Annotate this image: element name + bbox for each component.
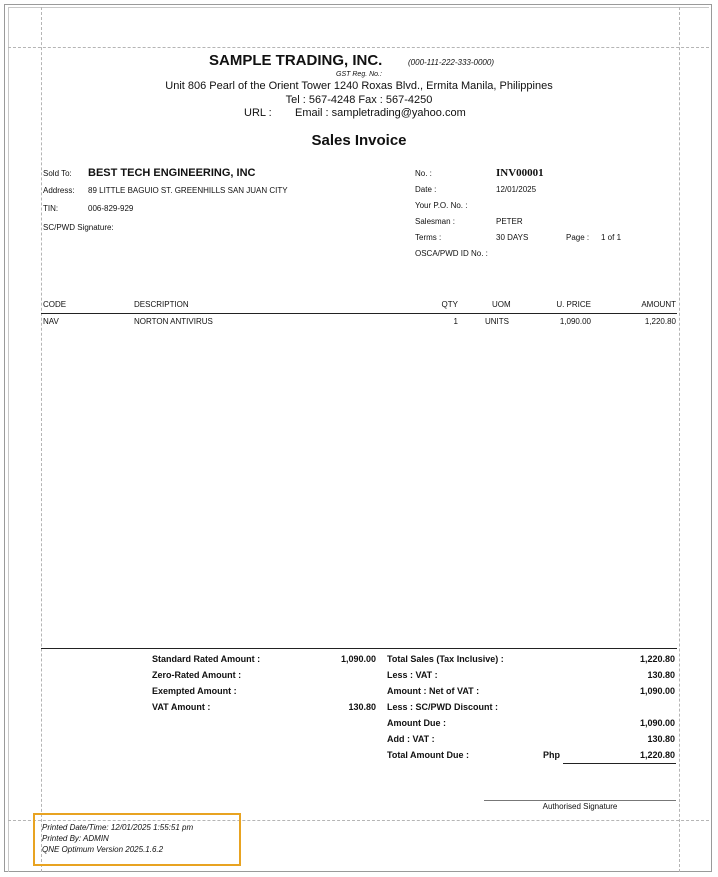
company-email: Email : sampletrading@yahoo.com (295, 107, 466, 119)
amount-due-label: Amount Due : (387, 718, 446, 728)
col-header-qty: QTY (441, 300, 458, 309)
less-vat-label: Less : VAT : (387, 670, 438, 680)
po-no-label: Your P.O. No. : (415, 201, 468, 210)
invoice-no-label: No. : (415, 169, 432, 178)
date-label: Date : (415, 185, 437, 194)
amount-due-value: 1,090.00 (639, 718, 675, 728)
company-address: Unit 806 Pearl of the Orient Tower 1240 Roxas Blvd., Ermita Manila, Philippines (165, 80, 553, 92)
table-header-rule (41, 313, 677, 314)
terms-label: Terms : (415, 233, 442, 242)
exempted-label: Exempted Amount : (152, 686, 237, 696)
page-label: Page : (566, 233, 590, 242)
row-description: NORTON ANTIVIRUS (134, 317, 213, 326)
row-unit-price: 1,090.00 (559, 317, 591, 326)
col-header-code: CODE (43, 300, 67, 309)
col-header-amount: AMOUNT (641, 300, 676, 309)
company-tin: (000-111-222-333-0000) (408, 58, 494, 67)
net-of-vat-label: Amount : Net of VAT : (387, 686, 480, 696)
tin-label: TIN: (43, 204, 59, 213)
total-amount-due-value: 1,220.80 (639, 750, 675, 760)
customer-address: 89 LITTLE BAGUIO ST. GREENHILLS SAN JUAN CITY (88, 186, 288, 195)
total-sales-value: 1,220.80 (639, 654, 675, 664)
add-vat-value: 130.80 (647, 734, 675, 744)
totals-rule (41, 648, 677, 649)
document-title: Sales Invoice (311, 132, 407, 149)
invoice-date: 12/01/2025 (496, 185, 537, 194)
total-amount-due-label: Total Amount Due : (387, 750, 469, 760)
sold-to-name: BEST TECH ENGINEERING, INC (88, 167, 256, 179)
total-sales-label: Total Sales (Tax Inclusive) : (387, 654, 504, 664)
salesman-value: PETER (496, 217, 523, 226)
col-header-description: DESCRIPTION (134, 300, 189, 309)
terms-value: 30 DAYS (496, 233, 529, 242)
standard-rated-value: 1,090.00 (340, 654, 376, 664)
printed-by: Printed By: ADMIN (42, 834, 109, 843)
printed-datetime: Printed Date/Time: 12/01/2025 1:55:51 pm (42, 823, 194, 832)
page-value: 1 of 1 (601, 233, 622, 242)
sc-pwd-signature-label: SC/PWD Signature: (43, 223, 114, 232)
software-version: QNE Optimum Version 2025.1.6.2 (42, 845, 164, 854)
margin-guide-right (679, 7, 680, 872)
net-of-vat-value: 1,090.00 (639, 686, 675, 696)
authorised-signature-label: Authorised Signature (542, 802, 618, 811)
url-label: URL : (244, 107, 272, 119)
total-underline (563, 763, 676, 764)
address-label: Address: (43, 186, 75, 195)
vat-amount-label: VAT Amount : (152, 702, 211, 712)
signature-line (484, 800, 676, 801)
gst-reg-label: GST Reg. No.: (336, 71, 382, 78)
currency-label: Php (543, 750, 560, 760)
invoice-no: INV00001 (496, 167, 544, 179)
zero-rated-label: Zero-Rated Amount : (152, 670, 242, 680)
osca-pwd-label: OSCA/PWD ID No. : (415, 249, 488, 258)
less-vat-value: 130.80 (647, 670, 675, 680)
company-name: SAMPLE TRADING, INC. (209, 52, 383, 69)
margin-guide-left (41, 7, 42, 872)
sold-to-label: Sold To: (43, 169, 72, 178)
add-vat-label: Add : VAT : (387, 734, 435, 744)
row-amount: 1,220.80 (644, 317, 676, 326)
row-qty: 1 (453, 317, 458, 326)
company-phone: Tel : 567-4248 Fax : 567-4250 (285, 94, 433, 106)
col-header-uom: UOM (492, 300, 511, 309)
margin-guide-top (8, 47, 709, 48)
customer-tin: 006-829-929 (88, 204, 134, 213)
salesman-label: Salesman : (415, 217, 456, 226)
row-uom: UNITS (485, 317, 509, 326)
vat-amount-value: 130.80 (348, 702, 376, 712)
standard-rated-label: Standard Rated Amount : (152, 654, 261, 664)
row-code: NAV (43, 317, 59, 326)
sc-pwd-discount-label: Less : SC/PWD Discount : (387, 702, 499, 712)
col-header-unit-price: U. PRICE (556, 300, 591, 309)
